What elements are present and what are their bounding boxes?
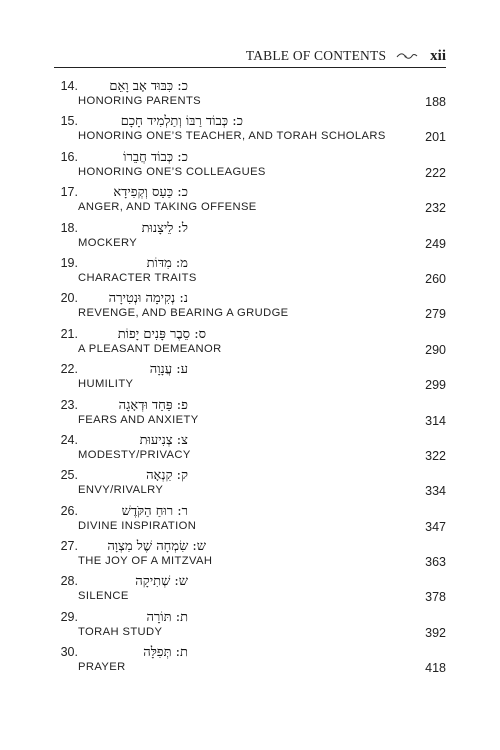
chapter-hebrew-title: צ: צְנִיעוּת [139, 432, 188, 448]
chapter-title: CHARACTER TRAITS [78, 271, 197, 284]
toc-entry [54, 361, 446, 396]
chapter-number: 25. [60, 468, 78, 483]
chapter-title: FEARS AND ANXIETY [78, 413, 199, 426]
chapter-page: 363 [425, 555, 446, 570]
chapter-hebrew-title: כ: כַּעַס וְקְפִידָא [113, 185, 188, 201]
chapter-number: 23. [60, 397, 78, 412]
chapter-title: HUMILITY [78, 378, 134, 391]
toc-entry [54, 538, 446, 573]
chapter-title: MODESTY/PRIVACY [78, 448, 191, 461]
chapter-page: 188 [425, 95, 446, 109]
chapter-title: HONORING ONE’S TEACHER, AND TORAH SCHOLARS [78, 130, 386, 143]
toc-entry [54, 609, 446, 644]
chapter-number: 30. [60, 645, 78, 660]
toc-entry [54, 503, 446, 538]
chapter-page: 314 [425, 413, 446, 428]
toc-entry [54, 644, 446, 679]
toc-entry [54, 573, 446, 608]
chapter-hebrew-title: כ: כְּבוֹד רַבּוֹ וְתַלְמִיד חָכָם [120, 114, 243, 130]
chapter-hebrew-title: ל: לֵיצָנוּת [141, 220, 188, 236]
toc-entry [54, 113, 446, 148]
running-header-title: TABLE OF CONTENTS [245, 48, 387, 63]
page-number: xii [430, 47, 446, 64]
chapter-hebrew-title: נ: נְקִימָה וּנְטִירָה [108, 291, 188, 307]
chapter-hebrew-title: כ: כִּבּוּד אָב וָאֵם [109, 79, 188, 94]
chapter-title: PRAYER [78, 661, 126, 674]
chapter-number: 26. [60, 503, 78, 518]
chapter-title: ENVY/RIVALRY [78, 484, 164, 497]
chapter-hebrew-title: ש: שְׁתִיקָה [135, 574, 188, 590]
chapter-number: 16. [60, 149, 78, 164]
chapter-page: 249 [425, 236, 446, 251]
chapter-number: 24. [60, 432, 78, 447]
toc-entry [54, 432, 446, 467]
chapter-page: 279 [425, 307, 446, 322]
toc-entry [54, 220, 446, 255]
chapter-hebrew-title: ת: תּוֹרָה [146, 609, 188, 625]
table-of-contents [54, 78, 446, 680]
chapter-page: 418 [425, 661, 446, 676]
toc-entry [54, 397, 446, 432]
chapter-page: 232 [425, 201, 446, 216]
chapter-hebrew-title: ע: עֲנָוָה [149, 362, 188, 378]
flourish-icon [396, 50, 418, 62]
toc-entry [54, 149, 446, 184]
toc-entry [54, 78, 446, 113]
chapter-number: 14. [60, 79, 78, 93]
chapter-page: 322 [425, 448, 446, 463]
chapter-hebrew-title: כ: כְּבוֹד חֲבֵרוֹ [123, 149, 188, 165]
chapter-hebrew-title: מ: מִדּוֹת [146, 255, 188, 271]
chapter-number: 20. [60, 291, 78, 306]
chapter-number: 18. [60, 220, 78, 235]
toc-entry [54, 255, 446, 290]
chapter-hebrew-title: ר: רוּחַ הַקֹּדֶשׁ [121, 503, 188, 519]
chapter-number: 28. [60, 574, 78, 589]
toc-entry [54, 467, 446, 502]
chapter-hebrew-title: ש: שִׂמְחָה שֶׁל מִצְוָה [107, 539, 206, 555]
chapter-number: 19. [60, 255, 78, 270]
chapter-hebrew-title: ס: סֵבֶר פָּנִים יָפוֹת [117, 326, 206, 342]
chapter-number: 17. [60, 185, 78, 200]
running-header [40, 46, 446, 66]
header-rule [54, 67, 446, 68]
chapter-number: 15. [60, 114, 78, 129]
chapter-page: 299 [425, 378, 446, 393]
chapter-number: 21. [60, 326, 78, 341]
chapter-title: HONORING ONE’S COLLEAGUES [78, 165, 266, 178]
chapter-page: 260 [425, 271, 446, 286]
chapter-hebrew-title: ק: קִנְאָה [146, 468, 188, 484]
chapter-hebrew-title: פ: פַּחַד וּדְאָגָה [118, 397, 188, 413]
chapter-title: HONORING PARENTS [78, 95, 202, 107]
chapter-page: 334 [425, 484, 446, 499]
toc-entry [54, 184, 446, 219]
chapter-page: 392 [425, 625, 446, 640]
chapter-title: SILENCE [78, 590, 129, 603]
chapter-title: MOCKERY [78, 236, 138, 249]
toc-entry [54, 290, 446, 325]
chapter-title: ANGER, AND TAKING OFFENSE [78, 201, 257, 214]
chapter-page: 290 [425, 342, 446, 357]
chapter-title: DIVINE INSPIRATION [78, 519, 197, 532]
chapter-number: 29. [60, 609, 78, 624]
chapter-title: THE JOY OF A MITZVAH [78, 555, 213, 568]
chapter-title: A PLEASANT DEMEANOR [78, 342, 222, 355]
toc-entry [54, 326, 446, 361]
chapter-page: 347 [425, 519, 446, 534]
chapter-page: 222 [425, 165, 446, 180]
chapter-number: 22. [60, 362, 78, 377]
chapter-page: 201 [425, 130, 446, 145]
chapter-title: TORAH STUDY [78, 625, 163, 638]
chapter-number: 27. [60, 539, 78, 554]
chapter-title: REVENGE, AND BEARING A GRUDGE [78, 307, 289, 320]
chapter-hebrew-title: ת: תְּפִלָּה [143, 645, 188, 661]
chapter-page: 378 [425, 590, 446, 605]
